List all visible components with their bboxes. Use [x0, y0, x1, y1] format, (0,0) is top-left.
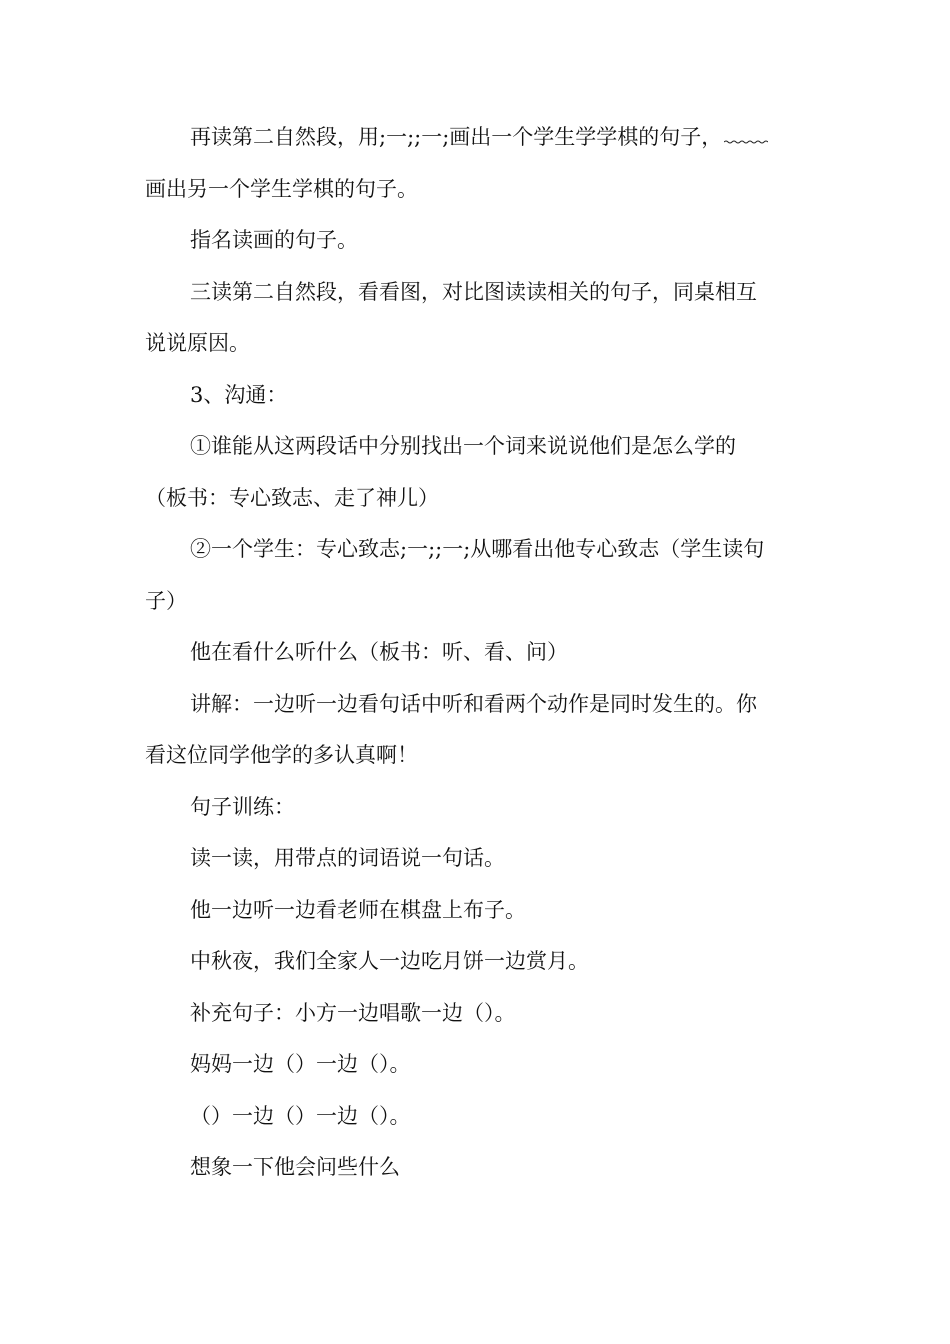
line-text: 说说原因。	[145, 331, 250, 355]
line-text: （板书：专心致志、走了神儿）	[145, 485, 439, 510]
line-text: 补充句子：小方一边唱歌一边（）。	[190, 1000, 516, 1025]
paragraph-line	[145, 885, 805, 937]
paragraph-line	[145, 833, 805, 885]
line-text: 读一读，用带点的词语说一句话。	[190, 846, 505, 870]
line-text: 他在看什么听什么（板书：听、看、问）	[190, 640, 568, 664]
line-text: 他一边听一边看老师在棋盘上布子。	[190, 897, 526, 922]
line-text: 三读第二自然段，看看图，对比图读读相关的句子，同桌相互	[190, 279, 757, 304]
paragraph-line	[145, 1142, 805, 1194]
line-text: 讲解：一边听一边看句话中听和看两个动作是同时发生的。你	[190, 691, 757, 716]
line-text: ②一个学生：专心致志;一;;一;从哪看出他专心致志（学生读句	[190, 537, 765, 561]
paragraph-line	[145, 318, 805, 370]
line-text: 想象一下他会问些什么	[190, 1155, 400, 1179]
line-text: 妈妈一边（）一边（）。	[190, 1052, 411, 1076]
line-text: 看这位同学他学的多认真啊！	[145, 743, 418, 767]
paragraph-line	[145, 421, 805, 473]
paragraph-line	[145, 370, 805, 422]
paragraph-line	[145, 730, 805, 782]
paragraph-line	[145, 936, 805, 988]
paragraph-line	[145, 215, 805, 267]
paragraph-line	[145, 679, 805, 731]
line-text: ①谁能从这两段话中分别找出一个词来说说他们是怎么学的	[190, 434, 736, 458]
line-text: 句子训练：	[190, 794, 295, 819]
paragraph-line	[145, 988, 805, 1040]
line-text: 3、沟通：	[190, 382, 288, 407]
paragraph-line	[145, 524, 805, 576]
line-text: （）一边（）一边（）。	[190, 1103, 411, 1128]
paragraph-line	[145, 164, 805, 216]
paragraph-line	[145, 1091, 805, 1143]
line-text: 子）	[145, 588, 187, 613]
paragraph-line	[145, 627, 805, 679]
paragraph-line	[145, 576, 805, 628]
paragraph-line	[145, 112, 805, 164]
paragraph-line	[145, 473, 805, 525]
line-text: 中秋夜，我们全家人一边吃月饼一边赏月。	[190, 949, 589, 973]
paragraph-line	[145, 782, 805, 834]
paragraph-line	[145, 1039, 805, 1091]
line-text: 指名读画的句子。	[190, 228, 358, 252]
line-text: 再读第二自然段，用;一;;一;画出一个学生学学棋的句子，	[190, 125, 723, 149]
wavy-underline-mark	[724, 133, 768, 145]
lesson-text-body	[145, 112, 805, 1194]
line-text: 画出另一个学生学棋的句子。	[145, 176, 418, 201]
paragraph-line	[145, 267, 805, 319]
